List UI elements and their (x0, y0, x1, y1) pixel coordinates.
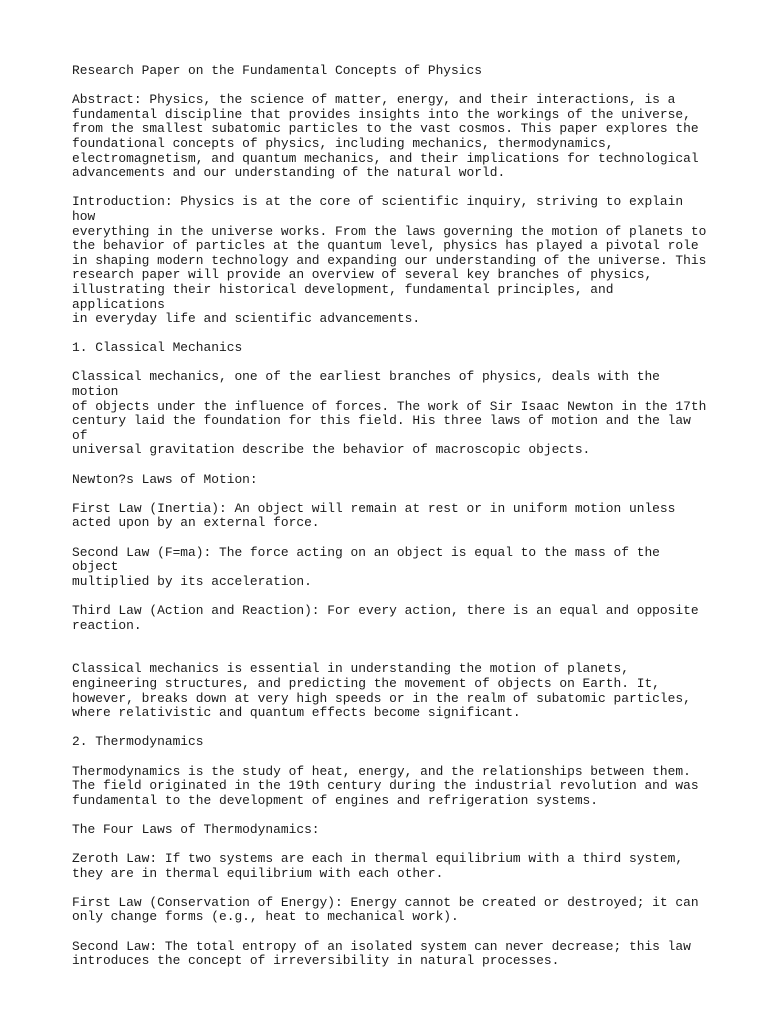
newton-second-law: Second Law (F=ma): The force acting on an object is equal to the mass of the object multiplied by its acceleration. (72, 544, 660, 589)
thermo-first-law: First Law (Conservation of Energy): Energy cannot be created or destroyed; it can only change forms (e.g., heat to mechanical work). (72, 894, 699, 925)
thermodynamics-intro-paragraph: Thermodynamics is the study of heat, energy, and the relationships between them. The field originated in the 19th century during the industrial revolution and was fundamental to the development of engines and refrigeration systems. (72, 763, 699, 808)
newton-third-law: Third Law (Action and Reaction): For every action, there is an equal and opposite reaction. (72, 602, 699, 633)
document-page (72, 64, 712, 983)
newton-laws-heading: Newton?s Laws of Motion: (72, 471, 258, 487)
classical-mechanics-closing-paragraph: Classical mechanics is essential in understanding the motion of planets, engineering structures, and predicting the movement of objects on Earth. It, however, breaks down at very high speeds or in the realm of subatomic particles, where relativistic and quantum effects become significant. (72, 661, 691, 721)
thermodynamics-laws-heading: The Four Laws of Thermodynamics: (72, 821, 320, 837)
thermo-second-law: Second Law: The total entropy of an isolated system can never decrease; this law introduces the concept of irreversibility in natural processes. (72, 938, 691, 969)
section-heading-classical-mechanics: 1. Classical Mechanics (72, 340, 243, 356)
thermo-zeroth-law: Zeroth Law: If two systems are each in thermal equilibrium with a third system, they are in thermal equilibrium with each other. (72, 851, 684, 881)
abstract-paragraph: Abstract: Physics, the science of matter, energy, and their interactions, is a fundamental discipline that provides insights into the workings of the universe, from the smallest subatomic particles to the vast cosmos. This paper explores the foundational concepts of physics, including mechanics, thermodynamics, electromagnetism, and quantum mechanics, and their implications for technological advancements and our understanding of the natural world. (72, 92, 699, 181)
section-heading-thermodynamics: 2. Thermodynamics (72, 734, 204, 750)
classical-mechanics-intro-paragraph: Classical mechanics, one of the earliest branches of physics, deals with the motion of objects under the influence of forces. The work of Sir Isaac Newton in the 17th century laid the foundation for this field. His three laws of motion and the law of universal gravitation describe the behavior of macroscopic objects. (72, 369, 707, 458)
newton-first-law: First Law (Inertia): An object will remain at rest or in uniform motion unless acted upon by an external force. (72, 500, 676, 531)
introduction-paragraph: Introduction: Physics is at the core of scientific inquiry, striving to explain how everything in the universe works. From the laws governing the motion of planets to the behavior of particles at the quantum level, physics has played a pivotal role in shaping modern technology and expanding our understanding of the universe. This research paper will provide an overview of several key branches of physics, illustrating their historical development, fundamental principles, and applications in everyday life and scientific advancements. (72, 194, 707, 327)
document-title: Research Paper on the Fundamental Concepts of Physics (72, 63, 482, 78)
